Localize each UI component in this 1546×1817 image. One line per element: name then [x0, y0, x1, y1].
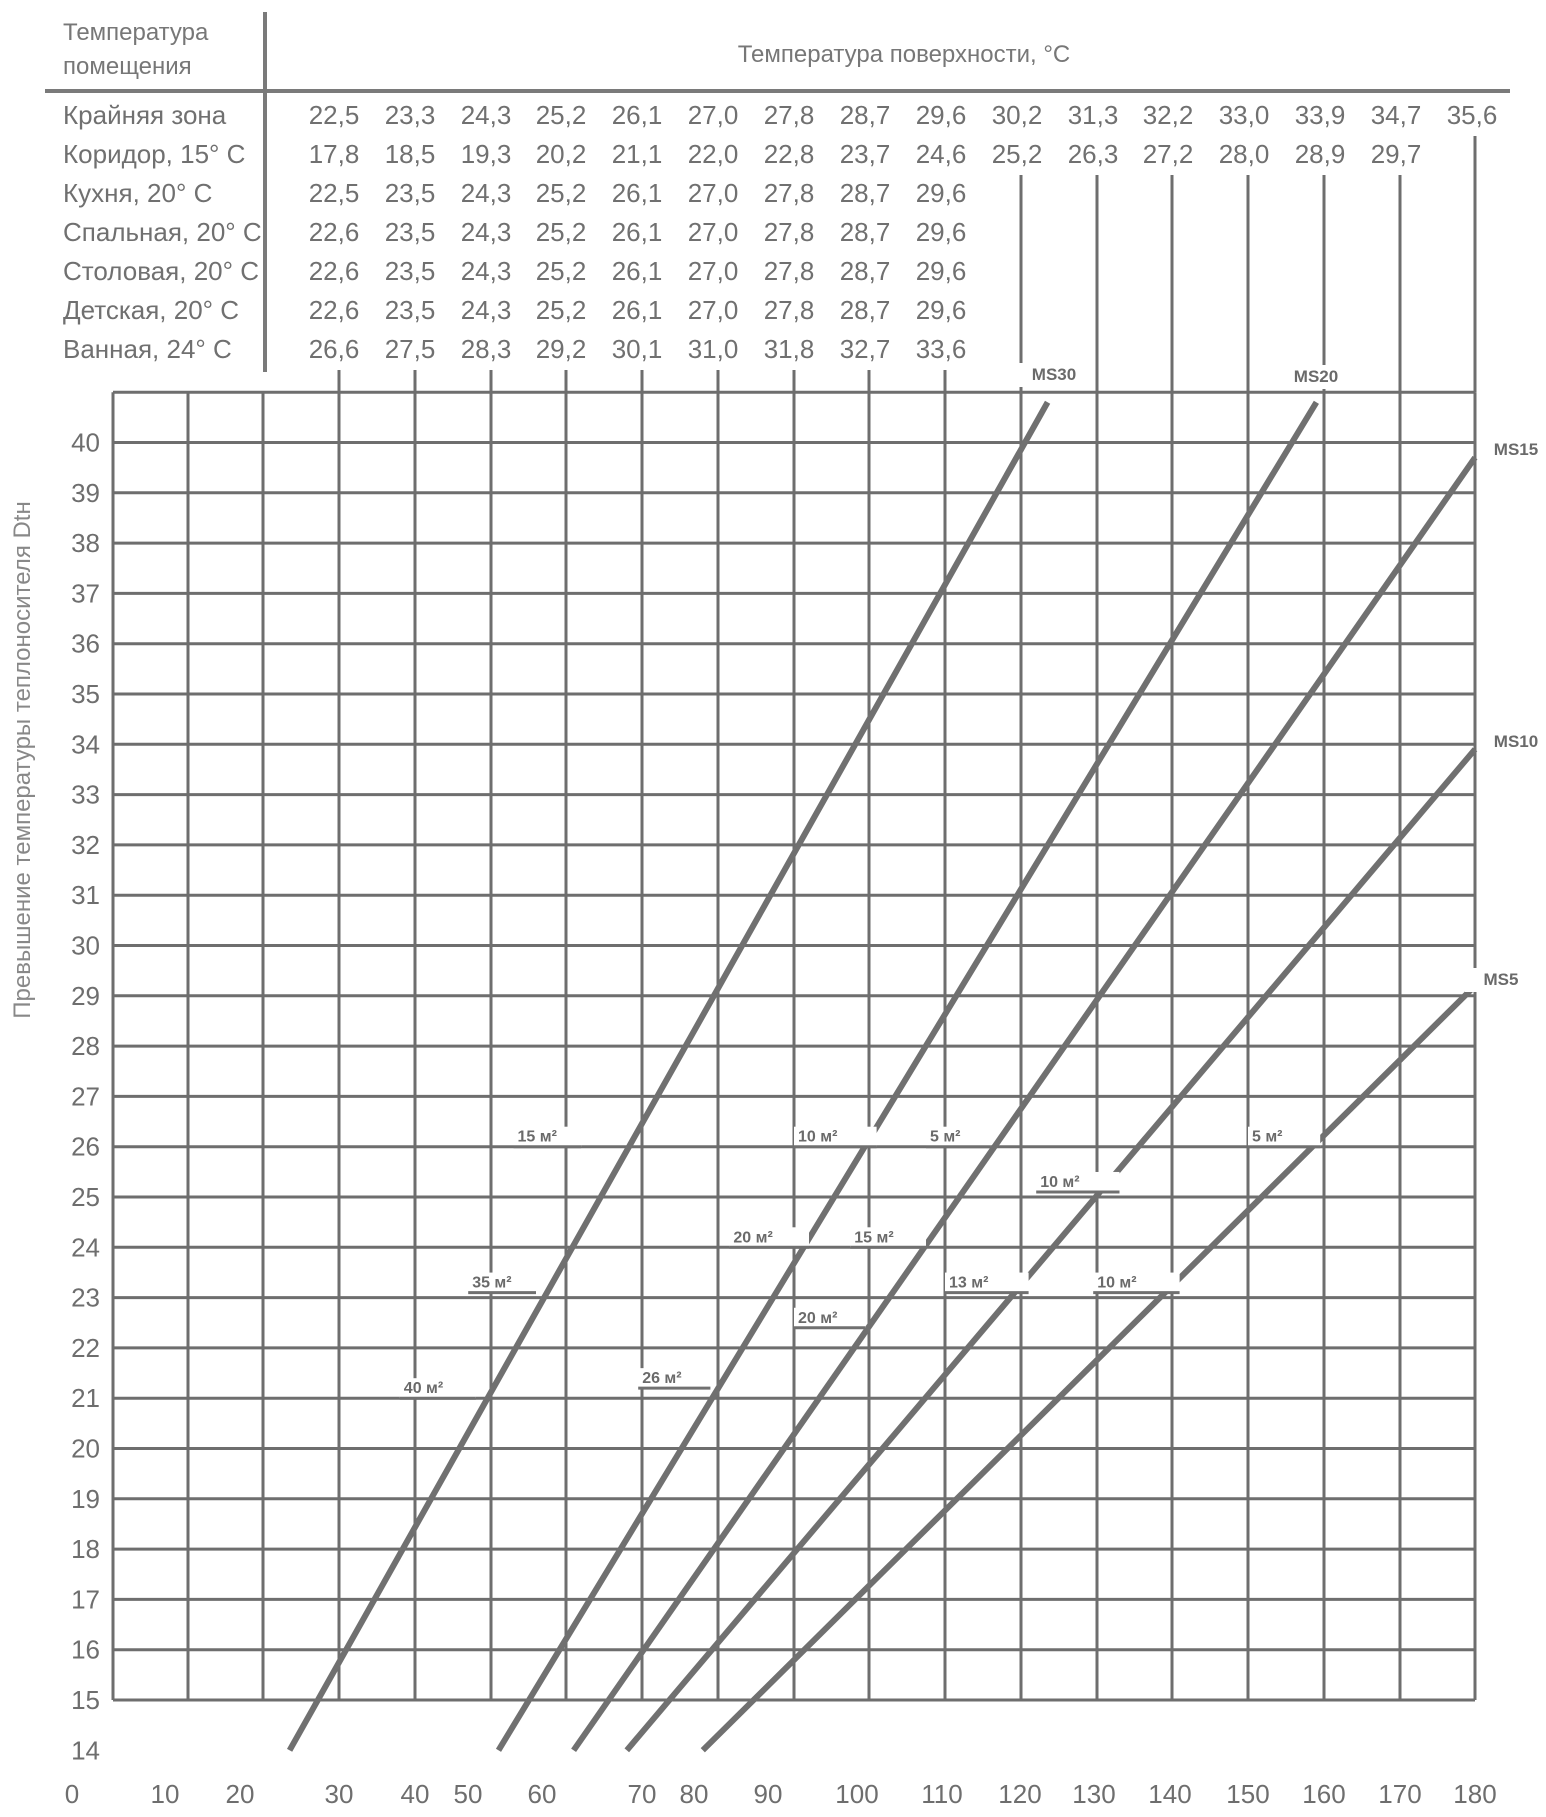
annotation-label: 15 м² [854, 1229, 894, 1247]
table-cell: 32,2 [1142, 100, 1194, 130]
table-cell: 25,2 [535, 100, 587, 130]
x-tick-label: 0 [64, 1779, 80, 1809]
values-header-title: Температура поверхности, °С [737, 41, 1071, 68]
table-cell: 22,6 [308, 256, 360, 286]
annotation-label: 20 м² [798, 1309, 838, 1327]
x-tick-label: 130 [1072, 1779, 1116, 1809]
table-cell: 24,6 [915, 139, 967, 169]
table-cell: 33,0 [1218, 100, 1270, 130]
table-cell: 27,8 [763, 100, 815, 130]
table-cell: 26,1 [611, 217, 663, 247]
x-tick-label: 70 [627, 1779, 657, 1809]
table-cell: 22,6 [308, 217, 360, 247]
table-cell: 23,7 [839, 139, 891, 169]
table-cell: 27,8 [763, 295, 815, 325]
table-cell: 29,6 [915, 100, 967, 130]
table-cell: 23,5 [384, 178, 436, 208]
y-tick-label: 15 [71, 1685, 100, 1715]
x-tick-label: 20 [225, 1779, 255, 1809]
table-cell: 26,6 [308, 334, 360, 364]
series-label: MS15 [1493, 440, 1539, 459]
table-cell: 32,7 [839, 334, 891, 364]
table-cell: 31,3 [1067, 100, 1119, 130]
table-cell: 33,9 [1294, 100, 1346, 130]
table-cell: 31,8 [763, 334, 815, 364]
x-tick-label: 90 [753, 1779, 783, 1809]
annotation-label: 10 м² [1040, 1173, 1080, 1191]
table-cell: 27,8 [763, 178, 815, 208]
chart-grid [113, 392, 1475, 1700]
y-axis-title: Превышение температуры теплоносителя Dtн [9, 501, 36, 1019]
table-cell: 23,3 [384, 100, 436, 130]
y-tick-label: 39 [71, 477, 100, 508]
table-cell: 24,3 [460, 100, 512, 130]
x-tick-label: 50 [453, 1779, 483, 1809]
table-cell: 35,6 [1446, 100, 1498, 130]
annotation-label: 5 м² [930, 1128, 961, 1146]
table-cell: 24,3 [460, 295, 512, 325]
table-cell: 31,0 [687, 334, 739, 364]
table-cell: 28,0 [1218, 139, 1270, 169]
annotation-label: 10 м² [1097, 1274, 1137, 1292]
table-cell: 27,0 [687, 295, 739, 325]
y-tick-label: 33 [71, 779, 100, 810]
table-cell: 28,7 [839, 100, 891, 130]
table-cell: 26,3 [1067, 139, 1119, 169]
table-cell: 26,1 [611, 100, 663, 130]
table-cell: 23,5 [384, 256, 436, 286]
annotation-label: 10 м² [798, 1128, 838, 1146]
x-tick-label: 150 [1226, 1779, 1270, 1809]
y-tick-label: 37 [71, 578, 100, 609]
table-cell: 30,1 [611, 334, 663, 364]
temperature-table [45, 12, 1510, 392]
table-cell: 29,2 [535, 334, 587, 364]
table-cell: 18,5 [384, 139, 436, 169]
table-row-label: Крайняя зона [63, 100, 227, 130]
table-cell: 27,0 [687, 217, 739, 247]
annotation-label: 5 м² [1252, 1128, 1283, 1146]
table-cell: 30,2 [991, 100, 1043, 130]
table-cell: 25,2 [991, 139, 1043, 169]
table-cell: 25,2 [535, 295, 587, 325]
table-cell: 29,6 [915, 256, 967, 286]
series-line-ms5 [703, 986, 1475, 1751]
table-row-label: Кухня, 20° С [63, 178, 213, 208]
series-label: MS30 [1031, 365, 1077, 384]
table-cell: 29,6 [915, 295, 967, 325]
y-tick-label: 32 [71, 829, 100, 860]
table-row-label: Коридор, 15° С [63, 139, 246, 169]
table-row-label: Детская, 20° С [63, 295, 240, 325]
y-tick-label: 29 [71, 980, 100, 1011]
table-cell: 29,7 [1370, 139, 1422, 169]
table-cell: 22,5 [308, 100, 360, 130]
table-cell: 23,5 [384, 295, 436, 325]
annotation-label: 13 м² [949, 1274, 989, 1292]
table-cell: 24,3 [460, 178, 512, 208]
table-cell: 33,6 [915, 334, 967, 364]
table-cell: 26,1 [611, 295, 663, 325]
table-cell: 22,5 [308, 178, 360, 208]
table-cell: 23,5 [384, 217, 436, 247]
table-cell: 27,0 [687, 256, 739, 286]
table-cell: 29,6 [915, 178, 967, 208]
y-tick-label: 21 [71, 1383, 100, 1414]
table-cell: 27,0 [687, 178, 739, 208]
series-line-ms15 [574, 458, 1475, 1751]
table-cell: 28,3 [460, 334, 512, 364]
table-cell: 27,8 [763, 217, 815, 247]
table-cell: 22,0 [687, 139, 739, 169]
x-tick-label: 100 [835, 1779, 879, 1809]
table-cell: 29,6 [915, 217, 967, 247]
y-tick-label: 28 [71, 1031, 100, 1062]
y-tick-label: 38 [71, 528, 100, 559]
y-tick-label: 35 [71, 679, 100, 709]
table-cell: 22,8 [763, 139, 815, 169]
table-cell: 26,1 [611, 256, 663, 286]
y-tick-label: 25 [71, 1182, 100, 1212]
y-tick-label: 14 [71, 1735, 100, 1766]
y-tick-label: 36 [71, 628, 100, 659]
x-tick-label: 30 [324, 1779, 354, 1809]
table-cell: 34,7 [1370, 100, 1422, 130]
table-cell: 27,2 [1142, 139, 1194, 169]
series-label: MS10 [1493, 732, 1539, 751]
y-tick-label: 22 [71, 1332, 100, 1363]
table-cell: 25,2 [535, 256, 587, 286]
table-cell: 21,1 [611, 139, 663, 169]
x-tick-label: 110 [921, 1779, 963, 1809]
x-tick-label: 160 [1302, 1779, 1346, 1809]
y-tick-label: 30 [71, 930, 100, 961]
y-tick-label: 31 [71, 880, 100, 911]
table-cell: 27,5 [384, 334, 436, 364]
table-cell: 22,6 [308, 295, 360, 325]
table-cell: 28,7 [839, 178, 891, 208]
table-cell: 28,7 [839, 295, 891, 325]
annotation-label: 40 м² [403, 1380, 444, 1398]
x-tick-label: 80 [679, 1779, 709, 1809]
y-tick-label: 23 [71, 1282, 100, 1313]
y-tick-label: 17 [71, 1584, 100, 1615]
table-cell: 28,7 [839, 256, 891, 286]
table-cell: 24,3 [460, 217, 512, 247]
row-header-title: Температура помещения [63, 19, 209, 80]
y-tick-label: 26 [71, 1131, 100, 1162]
table-row-label: Спальная, 20° С [63, 217, 262, 247]
y-tick-label: 40 [71, 427, 100, 458]
table-cell: 28,9 [1294, 139, 1346, 169]
table-cell: 27,0 [687, 100, 739, 130]
series-label: MS20 [1293, 367, 1339, 386]
y-tick-label: 34 [71, 729, 100, 760]
annotation-label: 20 м² [733, 1229, 773, 1247]
y-tick-label: 19 [71, 1483, 100, 1514]
table-cell: 19,3 [460, 139, 512, 169]
table-cell: 27,8 [763, 256, 815, 286]
y-tick-label: 16 [71, 1634, 100, 1665]
series-label: MS5 [1483, 970, 1519, 989]
table-cell: 20,2 [535, 139, 587, 169]
x-tick-label: 40 [400, 1779, 430, 1809]
table-row-label: Столовая, 20° С [63, 256, 260, 286]
y-tick-label: 27 [71, 1081, 100, 1112]
annotation-label: 35 м² [472, 1274, 512, 1292]
y-tick-label: 24 [71, 1232, 100, 1263]
table-cell: 17,8 [308, 139, 360, 169]
table-cell: 25,2 [535, 217, 587, 247]
y-tick-label: 18 [71, 1534, 100, 1565]
x-tick-label: 120 [998, 1779, 1042, 1809]
x-tick-label: 180 [1453, 1779, 1497, 1809]
x-tick-label: 10 [150, 1779, 180, 1809]
y-tick-label: 20 [71, 1433, 100, 1464]
table-row-label: Ванная, 24° С [63, 334, 232, 364]
x-tick-label: 140 [1148, 1779, 1192, 1809]
x-tick-label: 170 [1378, 1779, 1422, 1809]
x-tick-label: 60 [527, 1779, 557, 1809]
table-cell: 25,2 [535, 178, 587, 208]
annotation-label: 15 м² [517, 1128, 557, 1146]
table-cell: 28,7 [839, 217, 891, 247]
table-cell: 26,1 [611, 178, 663, 208]
chart-series [290, 363, 1546, 1750]
table-cell: 24,3 [460, 256, 512, 286]
annotation-label: 26 м² [642, 1370, 682, 1388]
